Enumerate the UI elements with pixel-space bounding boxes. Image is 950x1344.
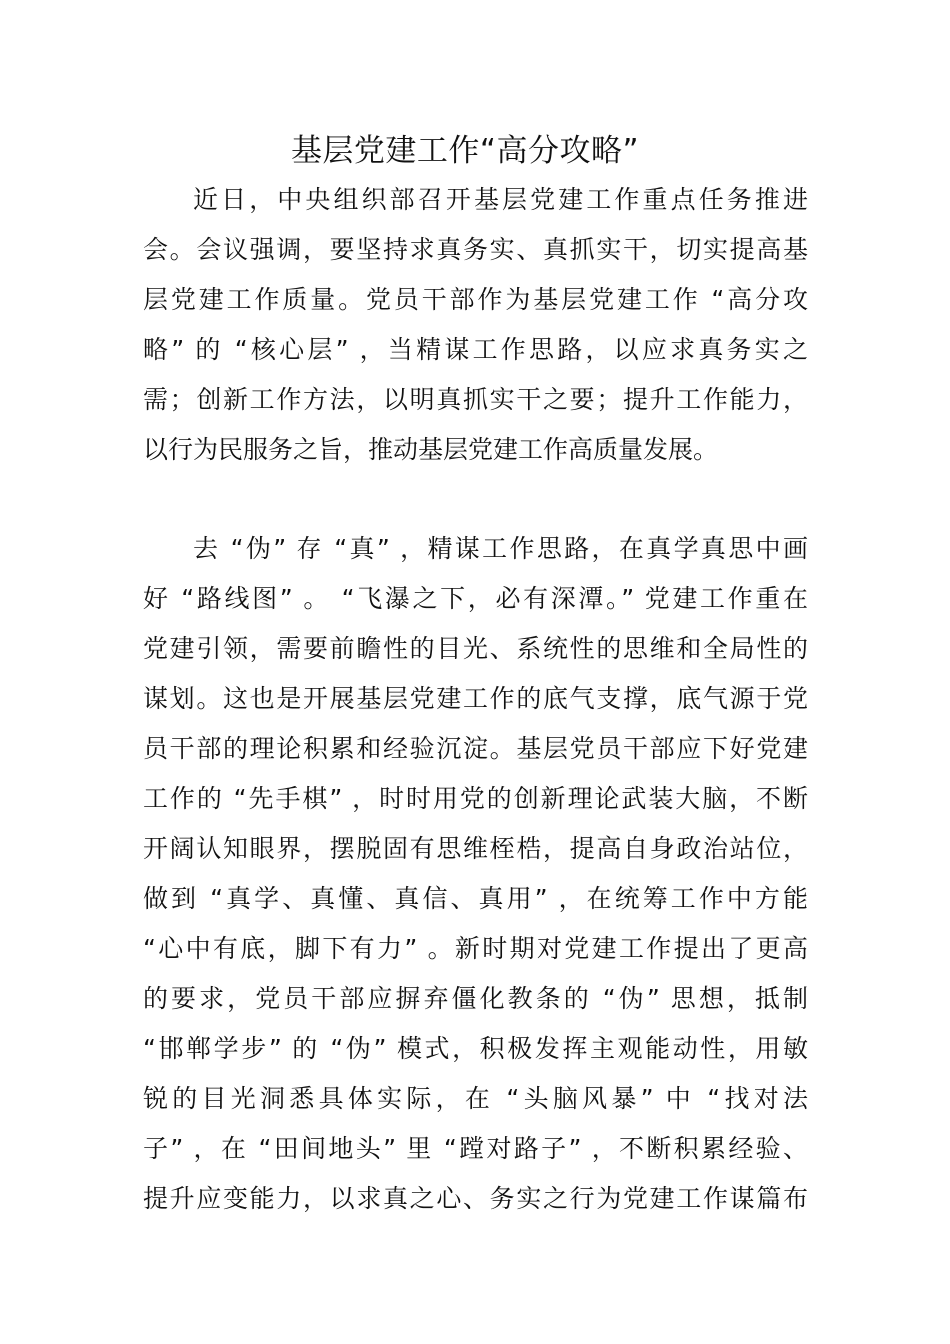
paragraph-2-line-6: 工作的 “先手棋” ，时时用党的创新理论武装大脑，不断 — [143, 784, 808, 813]
paragraph-2-line-10: 的要求，党员干部应摒弃僵化教条的 “伪” 思想，抵制 — [143, 984, 808, 1013]
paragraph-2-line-3: 党建引领，需要前瞻性的目光、系统性的思维和全局性的 — [143, 634, 808, 663]
paragraph-2-line-1: 去 “伪” 存 “真” ，精谋工作思路，在真学真思中画 — [193, 534, 808, 563]
paragraph-2-line-5: 员干部的理论积累和经验沉淀。基层党员干部应下好党建 — [143, 734, 808, 763]
paragraph-1-line-4: 略” 的 “核心层” ，当精谋工作思路，以应求真务实之 — [143, 335, 808, 364]
paragraph-2-line-11: “邯郸学步” 的 “伪” 模式，积极发挥主观能动性，用敏 — [143, 1034, 808, 1063]
paragraph-1-line-3: 层党建工作质量。党员干部作为基层党建工作 “高分攻 — [143, 285, 808, 314]
paragraph-2-line-2: 好 “路线图” 。 “飞瀑之下，必有深潭。” 党建工作重在 — [143, 584, 808, 613]
paragraph-1-line-6: 以行为民服务之旨，推动基层党建工作高质量发展。 — [143, 435, 719, 464]
paragraph-2-line-7: 开阔认知眼界，摆脱固有思维桎梏，提高自身政治站位， — [143, 834, 808, 863]
paragraph-2-line-8: 做到 “真学、真懂、真信、真用” ，在统筹工作中方能 — [143, 884, 808, 913]
paragraph-2-line-4: 谋划。这也是开展基层党建工作的底气支撑，底气源于党 — [143, 684, 808, 713]
paragraph-2-line-9: “心中有底，脚下有力” 。新时期对党建工作提出了更高 — [143, 934, 808, 963]
paragraph-2-line-13: 子” ，在 “田间地头” 里 “蹚对路子” ，不断积累经验、 — [143, 1134, 808, 1163]
document-title: 基层党建工作“高分攻略” — [290, 133, 640, 169]
paragraph-1-line-1: 近日，中央组织部召开基层党建工作重点任务推进 — [193, 185, 808, 214]
paragraph-2-line-12: 锐的目光洞悉具体实际，在 “头脑风暴” 中 “找对法 — [143, 1084, 808, 1113]
paragraph-2-line-14: 提升应变能力，以求真之心、务实之行为党建工作谋篇布 — [143, 1184, 808, 1213]
paragraph-1-line-5: 需；创新工作方法，以明真抓实干之要；提升工作能力， — [143, 385, 808, 414]
paragraph-1-line-2: 会。会议强调，要坚持求真务实、真抓实干，切实提高基 — [143, 235, 808, 264]
